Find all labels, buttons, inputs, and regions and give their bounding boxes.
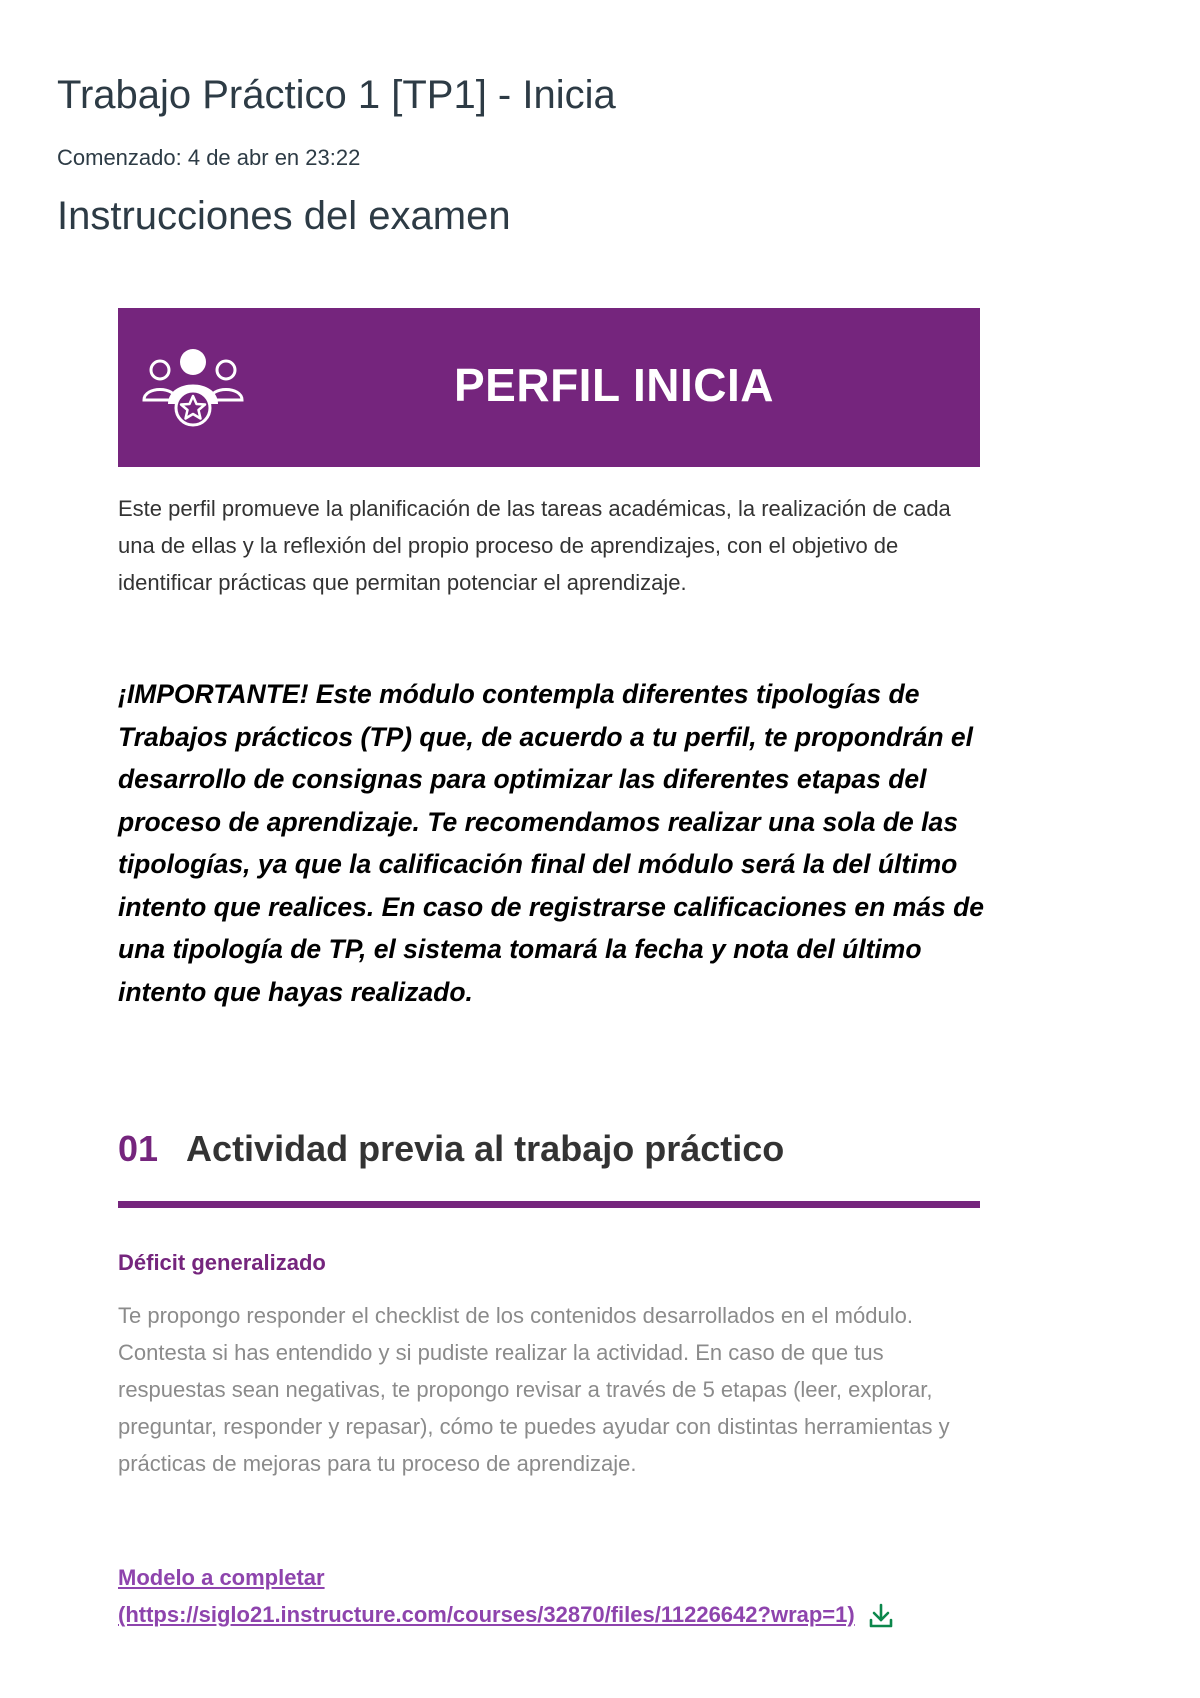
started-timestamp: Comenzado: 4 de abr en 23:22	[57, 145, 361, 170]
banner-title: PERFIL INICIA	[453, 359, 774, 411]
profile-description: Este perfil promueve la planificación de las tareas académicas, la realización de cada una de ellas y la reflexión del propio proceso de aprendizajes, con el objetivo de identificar prácticas que permitan potenciar el aprendizaje.	[118, 496, 951, 595]
group-star-icon	[138, 348, 248, 428]
section-divider	[118, 1201, 980, 1208]
download-icon[interactable]	[867, 1602, 895, 1630]
model-link-url[interactable]: (https://siglo21.instructure.com/courses/32870/files/11226642?wrap=1)	[118, 1602, 855, 1627]
file-link-block	[118, 1559, 1018, 1633]
important-notice: ¡IMPORTANTE! Este módulo contempla diferentes tipologías de Trabajos prácticos (TP) que, de acuerdo a tu perfil, te propondrán el desarrollo de consignas para optimizar las diferentes etapas del proceso de aprendizaje. Te recomendamos realizar una sola de las tipologías, ya que la calificación final del módulo será la del último intento que realices. En caso de registrarse calificaciones en más de una tipología de TP, el sistema tomará la fecha y nota del último intento que hayas realizado.	[118, 679, 985, 1007]
section-title: Actividad previa al trabajo práctico	[186, 1128, 785, 1169]
section-number: 01	[118, 1128, 159, 1169]
activity-description: Te propongo responder el checklist de los contenidos desarrollados en el módulo. Contesta si has entendido y si pudiste realizar la actividad. En caso de que tus respuestas sean negativas, te propongo revisar a través de 5 etapas (leer, explorar, preguntar, responder y repasar), cómo te puedes ayudar con distintas herramientas y prácticas de mejoras para tu proceso de aprendizaje.	[118, 1303, 950, 1476]
subheading-deficit: Déficit generalizado	[118, 1250, 326, 1275]
model-link[interactable]: Modelo a completar	[118, 1565, 325, 1590]
page-title: Trabajo Práctico 1 [TP1] - Inicia	[57, 73, 616, 117]
instructions-heading: Instrucciones del examen	[57, 194, 511, 238]
section-heading	[118, 1128, 784, 1170]
profile-banner	[118, 308, 980, 467]
